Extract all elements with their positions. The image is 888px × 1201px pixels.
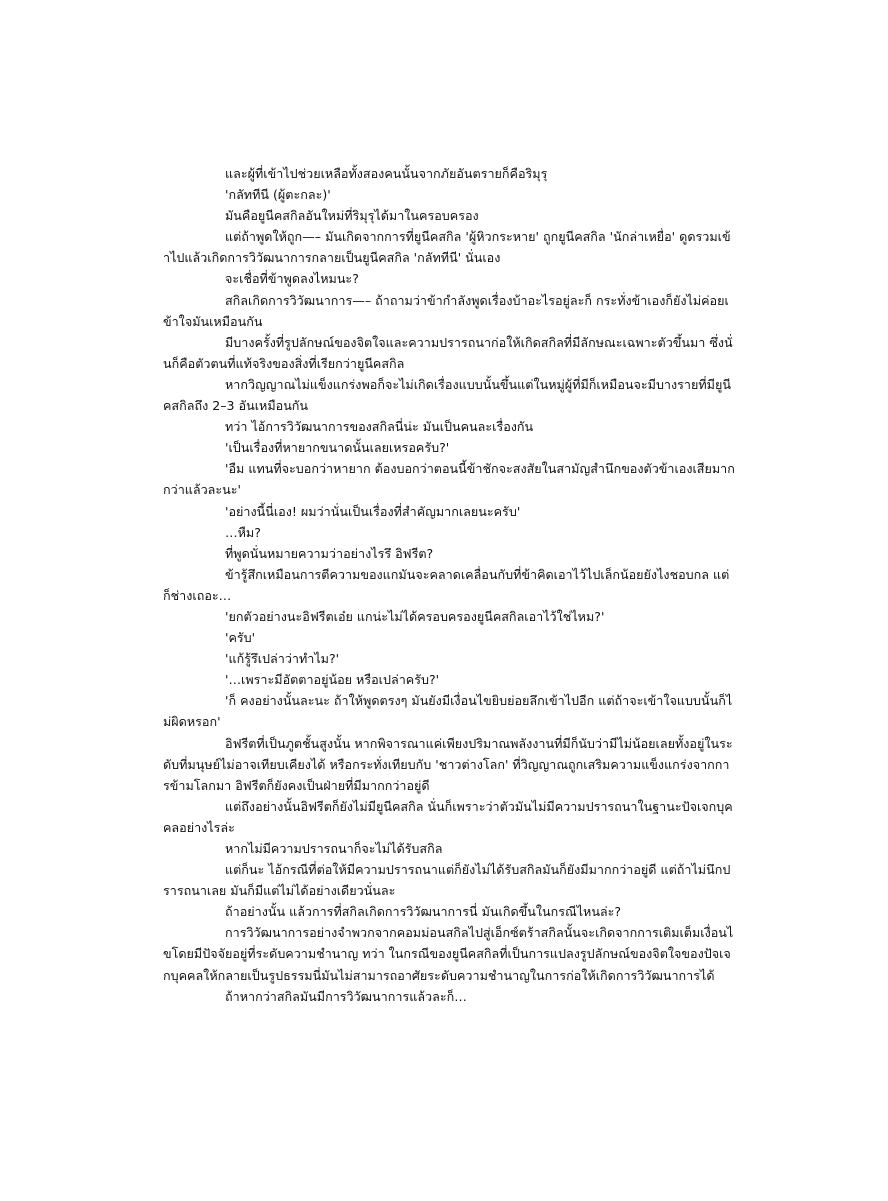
- paragraph: อิฟรีตที่เป็นภูตชั้นสูงนั้น หากพิจารณาแค่เพียงปริมาณพลังงานที่มีก็นับว่ามีไม่น้อยเลยทั้งอยู่ในระดับที่มนุษย์ไม่อาจเทียบเคียงได้ หรือกระทั่งเทียบกับ 'ชาวต่างโลก' ที่วิญญาณถูกเสริมความแข็งแกร่งจากการข้ามโลกมา อิฟรีตก็ยังคงเป็นฝ่ายที่มีมากกว่าอยู่ดี: [163, 735, 733, 793]
- paragraph: มีบางครั้งที่รูปลักษณ์ของจิตใจและความปรารถนาก่อให้เกิดสกิลที่มีลักษณะเฉพาะตัวขึ้นมา ซึ่งนั่นก็คือตัวตนที่แท้จริงของสิ่งที่เรียกว่ายูนีคสกิล: [163, 334, 733, 371]
- paragraph: 'เป็นเรื่องที่หายากขนาดนั้นเลยเหรอครับ?': [225, 440, 450, 456]
- paragraph: ข้ารู้สึกเหมือนการตีความของแกมันจะคลาดเคลื่อนกับที่ข้าคิดเอาไว้ไปเล็กน้อยยังไงชอบกล แต่ก็ช่างเถอะ…: [163, 566, 730, 603]
- paragraph: ทว่า ไอ้การวิวัฒนาการของสกิลนี่น่ะ มันเป็นคนละเรื่องกัน: [225, 419, 534, 435]
- paragraph: จะเชื่อที่ข้าพูดลงไหมนะ?: [225, 271, 359, 287]
- paragraph: 'ก็ คงอย่างนั้นละนะ ถ้าให้พูดตรงๆ มันยังมีเงื่อนไขยิบย่อยลึกเข้าไปอีก แต่ถ้าจะเข้าใจแบบนั้นก็ไม่ผิดหรอก': [163, 693, 733, 730]
- paragraph: มันคือยูนีคสกิลอันใหม่ที่ริมุรุได้มาในครอบครอง: [225, 208, 479, 224]
- paragraph: แต่ถ้าพูดให้ถูก—– มันเกิดจากการที่ยูนีคสกิล 'ผู้หิวกระหาย' ถูกยูนีคสกิล 'นักล่าเหยื่อ' ดูดรวมเข้าไปแล้วเกิดการวิวัฒนาการกลายเป็นยูนีคสกิล 'กลัททีนี' นั่นเอง: [163, 229, 731, 266]
- paragraph: '…เพราะมีอัตตาอยู่น้อย หรือเปล่าครับ?': [225, 672, 440, 688]
- paragraph: สกิลเกิดการวิวัฒนาการ—– ถ้าถามว่าข้ากำลังพูดเรื่องบ้าอะไรอยู่ละก็ กระทั่งข้าเองก็ยังไม่ค่อยเข้าใจมันเหมือนกัน: [163, 292, 729, 329]
- paragraph: แต่ก็นะ ไอ้กรณีที่ต่อให้มีความปรารถนาแต่ก็ยังไม่ได้รับสกิลมันก็ยังมีมากกว่าอยู่ดี แต่ถ้าไม่นึกปรารถนาเลย มันก็มีแต่ไม่ได้อย่างเดียวนั่นละ: [163, 862, 731, 899]
- paragraph: ถ้าอย่างนั้น แล้วการที่สกิลเกิดการวิวัฒนาการนี่ มันเกิดขึ้นในกรณีไหนล่ะ?: [225, 904, 622, 920]
- paragraph: แต่ถึงอย่างนั้นอิฟรีตก็ยังไม่มียูนีคสกิล นั่นก็เพราะว่าตัวมันไม่มีความปรารถนาในฐานะปัจเจกบุคคลอย่างไรล่ะ: [163, 798, 733, 835]
- paragraph: ถ้าหากว่าสกิลมันมีการวิวัฒนาการแล้วละก็…: [225, 988, 467, 1004]
- paragraph: …หืม?: [225, 524, 261, 540]
- paragraph: 'ยกตัวอย่างนะอิฟรีตเอ๋ย แกน่ะไม่ได้ครอบครองยูนีคสกิลเอาไว้ใช่ไหม?': [225, 608, 605, 624]
- paragraph: 'กลัททีนี (ผู้ตะกละ)': [225, 187, 331, 203]
- paragraph: หากไม่มีความปรารถนาก็จะไม่ได้รับสกิล: [225, 841, 443, 856]
- paragraph: 'อืม แทนที่จะบอกว่าหายาก ต้องบอกว่าตอนนี้ข้าชักจะสงสัยในสามัญสำนึกของตัวข้าเองเสียมากกว่าแล้วละนะ': [163, 461, 735, 498]
- paragraph: 'ครับ': [225, 630, 256, 646]
- body-text: [163, 163, 735, 1007]
- paragraph: 'อย่างนี้นี่เอง! ผมว่านั่นเป็นเรื่องที่สำคัญมากเลยนะครับ': [225, 503, 521, 519]
- paragraph: การวิวัฒนาการอย่างจำพวกจากคอมม่อนสกิลไปสู่เอ็กซ์ตร้าสกิลนั้นจะเกิดจากการเติมเต็มเงื่อนไขโดยมีปัจจัยอยู่ที่ระดับความชำนาญ ทว่า ในกรณีของยูนีคสกิลที่เป็นการแปลงรูปลักษณ์ของจิตใจของปัจเจกบุคคลให้กลายเป็นรูปธรรมนี่มันไม่สามารถอาศัยระดับความชำนาญในการก่อให้เกิดการวิวัฒนาการได้: [163, 925, 734, 983]
- paragraph: หากวิญญาณไม่แข็งแกร่งพอก็จะไม่เกิดเรื่องแบบนั้นขึ้นแต่ในหมู่ผู้ที่มีก็เหมือนจะมีบางรายที่มียูนีคสกิลถึง 2–3 อันเหมือนกัน: [163, 376, 731, 414]
- paragraph: ที่พูดนั่นหมายความว่าอย่างไรรึ อิฟรีต?: [225, 545, 434, 561]
- paragraph: 'แก้รู้รึเปล่าว่าทำไม?': [225, 651, 340, 667]
- paragraph: และผู้ที่เข้าไปช่วยเหลือทั้งสองคนนั้นจากภัยอันตรายก็คือริมุรุ: [225, 166, 548, 181]
